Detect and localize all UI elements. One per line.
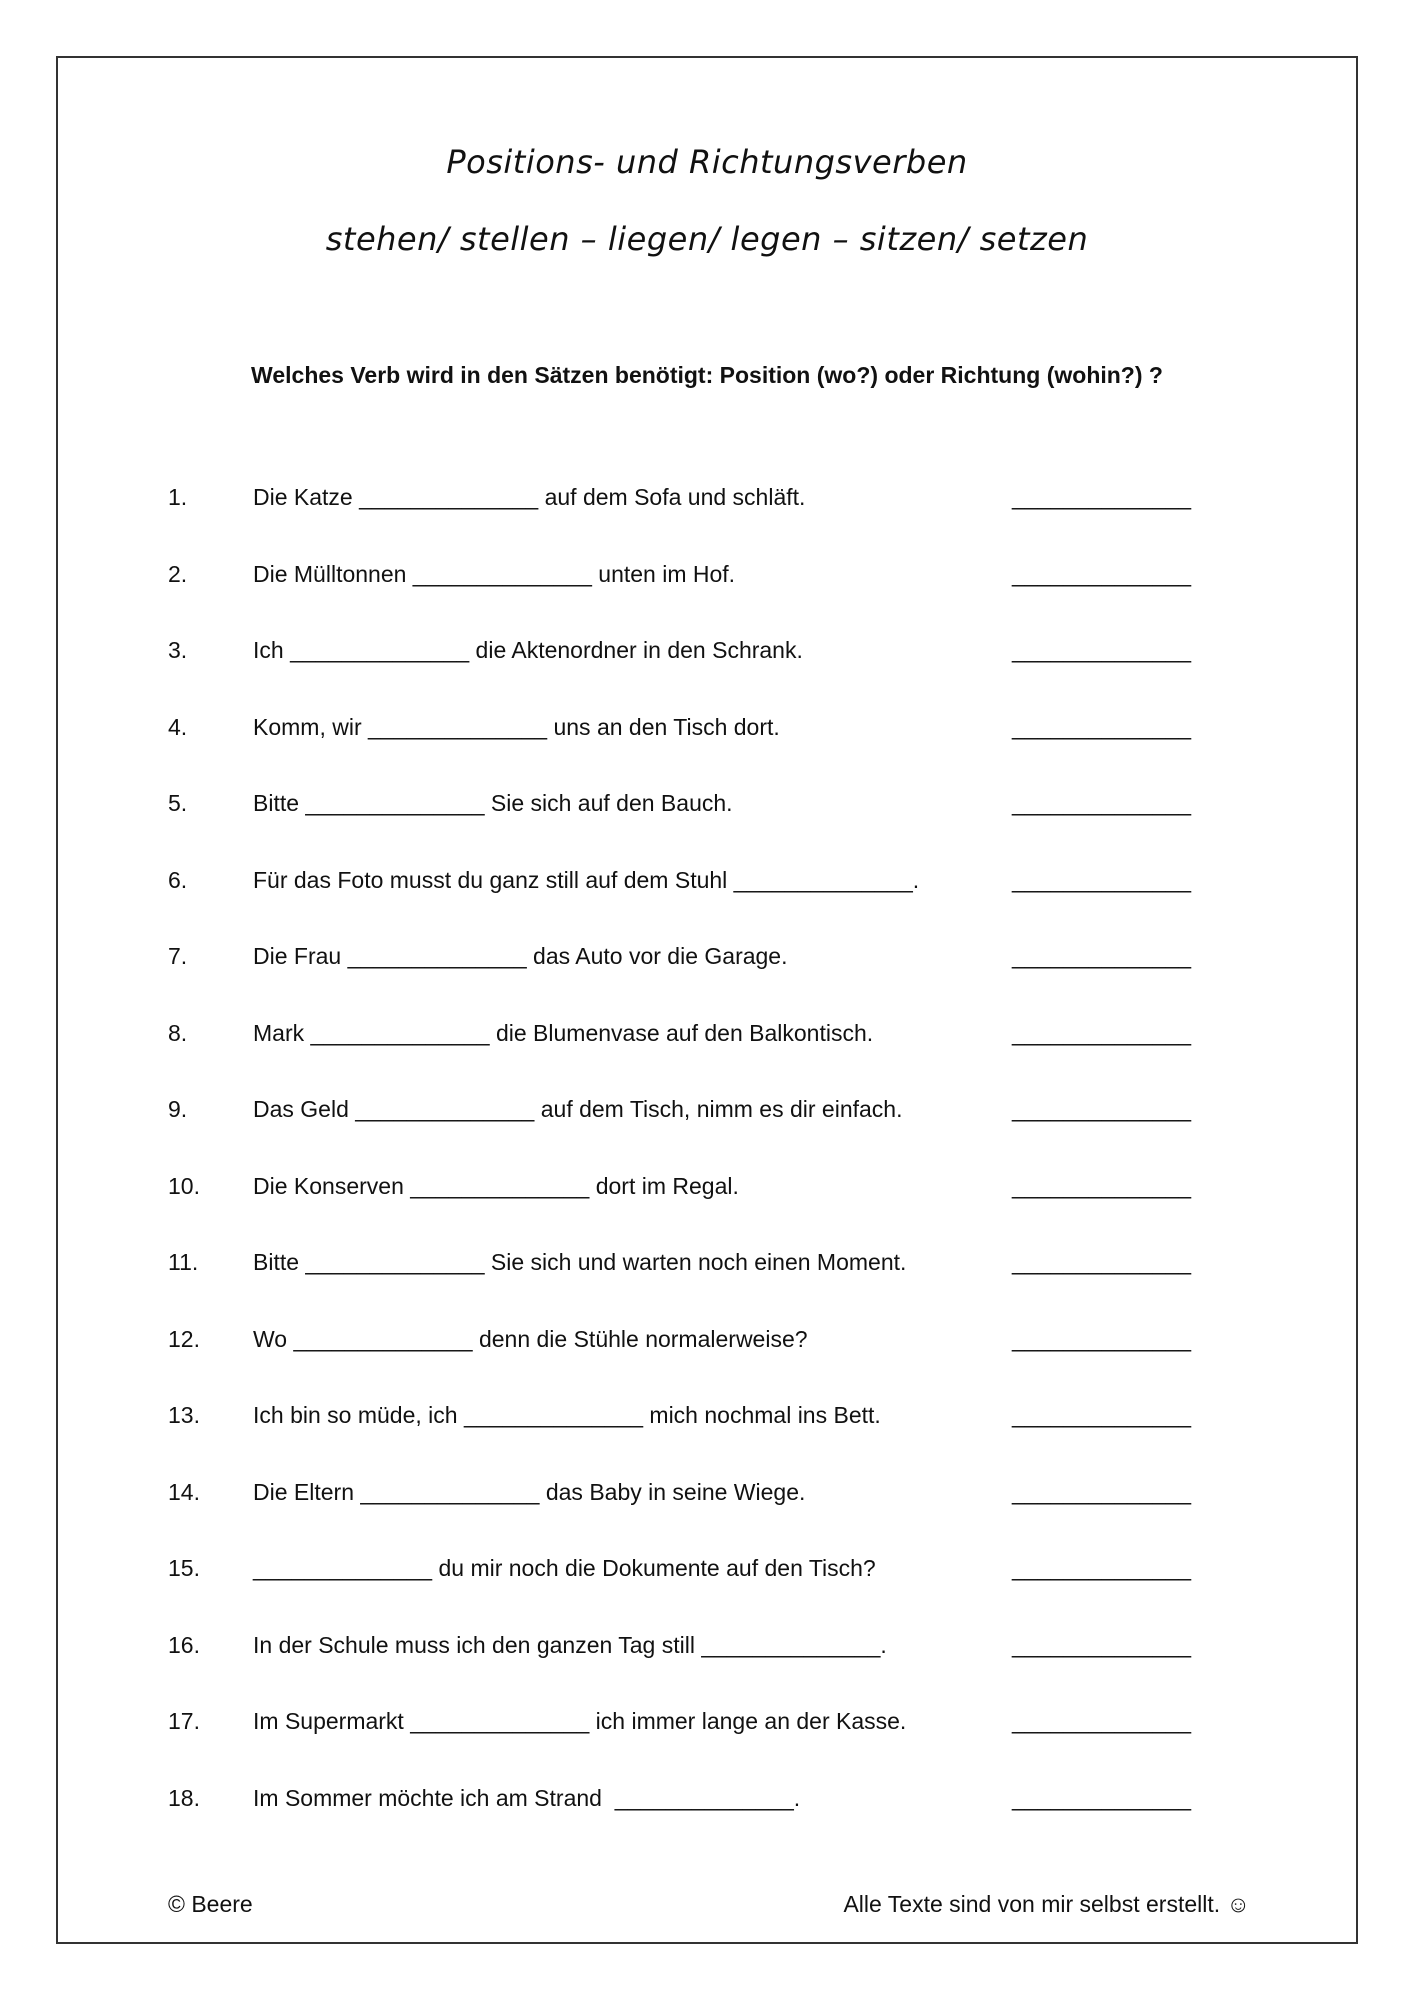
exercise-item [0,943,1414,983]
item-number: 2. [168,560,188,587]
item-sentence: Im Sommer möchte ich am Strand ______________. [253,1784,801,1811]
worksheet-subtitle: stehen/ stellen – liegen/ legen – sitzen/ setzen [325,220,1089,258]
answer-blank: ______________ [1012,1249,1192,1275]
answer-blank: ______________ [1012,1096,1192,1122]
exercise-item [0,1249,1414,1289]
item-sentence: Mark ______________ die Blumenvase auf den Balkontisch. [253,1019,874,1046]
exercise-item [0,1479,1414,1519]
item-number: 1. [168,484,188,510]
item-sentence: Die Katze ______________ auf dem Sofa und schläft. [253,484,806,510]
answer-blank: ______________ [1012,866,1192,893]
exercise-item [0,1402,1414,1442]
exercise-item [0,1632,1414,1672]
exercise-item [0,1708,1414,1748]
item-sentence: Für das Foto musst du ganz still auf dem Stuhl ______________. [253,866,920,893]
answer-blank: ______________ [1012,790,1192,816]
item-sentence: Die Eltern ______________ das Baby in seine Wiege. [253,1478,806,1505]
answer-blank: ______________ [1012,1631,1192,1658]
authorship-note: Alle Texte sind von mir selbst erstellt. ☺ [843,1891,1250,1917]
exercise-item [0,1555,1414,1595]
item-number: 4. [168,713,188,740]
item-sentence: Bitte ______________ Sie sich auf den Bauch. [253,790,733,816]
exercise-item [0,1020,1414,1060]
item-number: 13. [168,1402,200,1428]
item-sentence: Bitte ______________ Sie sich und warten noch einen Moment. [253,1249,907,1275]
exercise-item [0,1326,1414,1366]
answer-blank: ______________ [1012,943,1192,969]
item-sentence: Komm, wir ______________ uns an den Tisch dort. [253,713,780,740]
answer-blank: ______________ [1012,560,1192,587]
item-sentence: Im Supermarkt ______________ ich immer lange an der Kasse. [253,1708,907,1734]
copyright-note: © Beere [168,1891,253,1917]
item-sentence: Ich ______________ die Aktenordner in den Schrank. [253,637,803,663]
item-number: 15. [168,1555,200,1581]
item-number: 16. [168,1631,200,1658]
exercise-item [0,637,1414,677]
answer-blank: ______________ [1012,1172,1192,1199]
answer-blank: ______________ [1012,1019,1192,1046]
exercise-item [0,561,1414,601]
exercise-item [0,867,1414,907]
item-number: 17. [168,1708,200,1734]
item-number: 8. [168,1019,188,1046]
answer-blank: ______________ [1012,1325,1192,1352]
item-number: 6. [168,866,188,893]
item-number: 7. [168,943,188,969]
answer-blank: ______________ [1012,1555,1192,1581]
item-sentence: Die Mülltonnen ______________ unten im Hof. [253,560,736,587]
answer-blank: ______________ [1012,1784,1192,1811]
worksheet-title: Positions- und Richtungsverben [446,143,968,181]
item-sentence: Wo ______________ denn die Stühle normalerweise? [253,1325,808,1352]
answer-blank: ______________ [1012,713,1192,740]
exercise-item [0,790,1414,830]
answer-blank: ______________ [1012,484,1192,510]
item-sentence: Ich bin so müde, ich ______________ mich nochmal ins Bett. [253,1402,881,1428]
exercise-item [0,1173,1414,1213]
answer-blank: ______________ [1012,637,1192,663]
item-number: 11. [168,1249,199,1275]
item-number: 10. [168,1172,200,1199]
item-sentence: ______________ du mir noch die Dokumente auf den Tisch? [253,1555,876,1581]
answer-blank: ______________ [1012,1402,1192,1428]
item-sentence: In der Schule muss ich den ganzen Tag still ______________. [253,1631,887,1658]
item-number: 9. [168,1096,188,1122]
item-sentence: Die Konserven ______________ dort im Regal. [253,1172,739,1199]
exercise-item [0,1785,1414,1825]
item-number: 12. [168,1325,200,1352]
item-number: 3. [168,637,188,663]
item-number: 5. [168,790,188,816]
item-sentence: Das Geld ______________ auf dem Tisch, nimm es dir einfach. [253,1096,903,1122]
answer-blank: ______________ [1012,1478,1192,1505]
item-number: 18. [168,1784,200,1811]
item-sentence: Die Frau ______________ das Auto vor die Garage. [253,943,788,969]
item-number: 14. [168,1478,200,1505]
answer-blank: ______________ [1012,1708,1192,1734]
exercise-item [0,714,1414,754]
exercise-item [0,1096,1414,1136]
task-instruction: Welches Verb wird in den Sätzen benötigt: Position (wo?) oder Richtung (wohin?) ? [251,362,1163,388]
exercise-item [0,484,1414,524]
